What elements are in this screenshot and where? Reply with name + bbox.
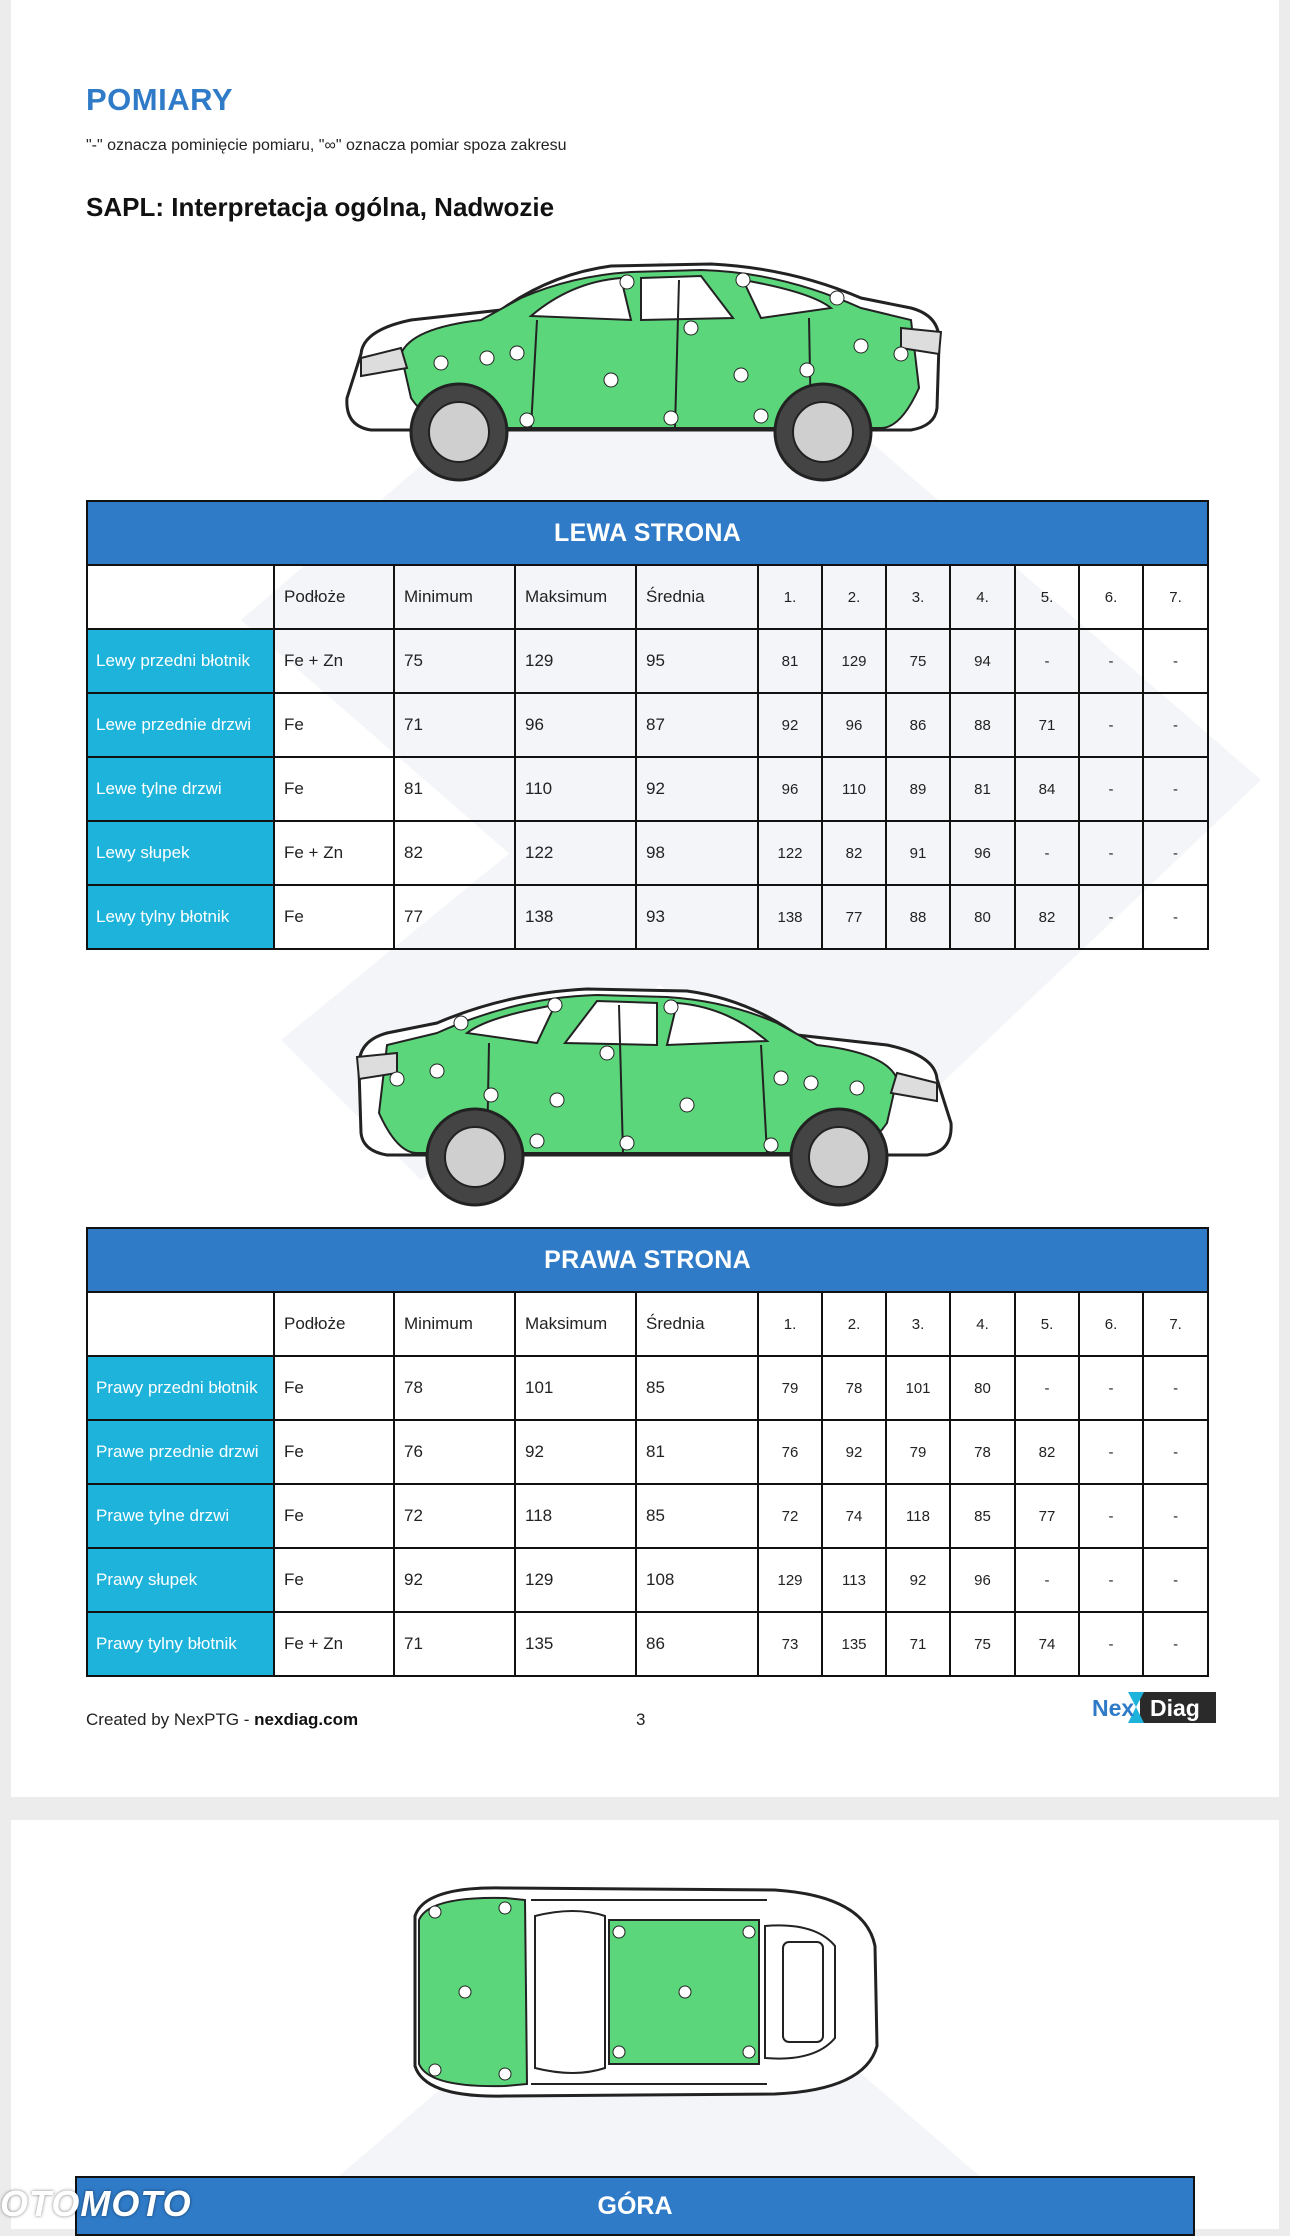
measurement-cell: 74 — [1015, 1612, 1079, 1676]
part-name: Lewy tylny błotnik — [87, 885, 274, 949]
part-name: Prawe tylne drzwi — [87, 1484, 274, 1548]
part-name: Lewe tylne drzwi — [87, 757, 274, 821]
footer-credit — [86, 1710, 358, 1730]
col-header: 3. — [886, 565, 950, 629]
footer-site-link[interactable]: nexdiag.com — [254, 1710, 359, 1729]
measurement-cell: 84 — [1015, 757, 1079, 821]
max-cell: 129 — [515, 629, 636, 693]
min-cell: 77 — [394, 885, 515, 949]
left-side-car-diagram — [341, 258, 957, 486]
table-row — [87, 1548, 1208, 1612]
measurement-cell: 96 — [950, 1548, 1015, 1612]
header-corner — [87, 1292, 274, 1356]
measurement-cell: 129 — [758, 1548, 822, 1612]
measurement-cell: - — [1143, 1548, 1208, 1612]
part-name: Lewy słupek — [87, 821, 274, 885]
max-cell: 129 — [515, 1548, 636, 1612]
left-side-title: LEWA STRONA — [87, 501, 1208, 565]
col-header: Minimum — [394, 1292, 515, 1356]
measurement-cell: 76 — [758, 1420, 822, 1484]
max-cell: 110 — [515, 757, 636, 821]
legend-note: "-" oznacza pominięcie pomiaru, "∞" oznacza pomiar spoza zakresu — [86, 137, 567, 154]
measurement-cell: 86 — [886, 693, 950, 757]
col-header: 2. — [822, 565, 886, 629]
measurement-cell: 77 — [1015, 1484, 1079, 1548]
measurement-cell: 92 — [886, 1548, 950, 1612]
part-name: Prawe przednie drzwi — [87, 1420, 274, 1484]
substrate-cell: Fe — [274, 757, 394, 821]
col-header: 6. — [1079, 565, 1143, 629]
measurement-cell: 78 — [822, 1356, 886, 1420]
measurement-cell: - — [1079, 1612, 1143, 1676]
measurement-cell: - — [1079, 1484, 1143, 1548]
min-cell: 81 — [394, 757, 515, 821]
measurement-cell: 96 — [822, 693, 886, 757]
avg-cell: 86 — [636, 1612, 758, 1676]
substrate-cell: Fe + Zn — [274, 821, 394, 885]
measurement-cell: - — [1143, 1356, 1208, 1420]
part-name: Prawy przedni błotnik — [87, 1356, 274, 1420]
min-cell: 92 — [394, 1548, 515, 1612]
col-header: Średnia — [636, 1292, 758, 1356]
measurement-cell: 122 — [758, 821, 822, 885]
measurement-cell: - — [1079, 821, 1143, 885]
measurement-cell: 71 — [1015, 693, 1079, 757]
max-cell: 118 — [515, 1484, 636, 1548]
min-cell: 82 — [394, 821, 515, 885]
measurement-cell: 118 — [886, 1484, 950, 1548]
measurement-cell: - — [1143, 885, 1208, 949]
substrate-cell: Fe + Zn — [274, 1612, 394, 1676]
right-side-table — [86, 1227, 1209, 1677]
measurement-cell: 80 — [950, 885, 1015, 949]
max-cell: 138 — [515, 885, 636, 949]
col-header: Maksimum — [515, 565, 636, 629]
measurement-cell: - — [1015, 1356, 1079, 1420]
measurement-cell: 92 — [758, 693, 822, 757]
logo-text-nex: Nex — [1092, 1695, 1135, 1721]
measurement-cell: - — [1079, 1420, 1143, 1484]
measurement-cell: - — [1143, 757, 1208, 821]
measurement-cell: - — [1015, 629, 1079, 693]
measurement-cell: - — [1143, 629, 1208, 693]
measurement-cell: 82 — [1015, 885, 1079, 949]
top-view-car-diagram — [395, 1876, 885, 2108]
measurement-cell: - — [1079, 757, 1143, 821]
col-header: Podłoże — [274, 1292, 394, 1356]
measurement-cell: 94 — [950, 629, 1015, 693]
table-row — [87, 693, 1208, 757]
max-cell: 92 — [515, 1420, 636, 1484]
substrate-cell: Fe + Zn — [274, 629, 394, 693]
measurement-cell: 82 — [1015, 1420, 1079, 1484]
measurement-cell: 92 — [822, 1420, 886, 1484]
measurement-cell: - — [1143, 821, 1208, 885]
measurement-cell: 75 — [950, 1612, 1015, 1676]
table-row — [87, 757, 1208, 821]
avg-cell: 81 — [636, 1420, 758, 1484]
col-header: 6. — [1079, 1292, 1143, 1356]
avg-cell: 92 — [636, 757, 758, 821]
max-cell: 96 — [515, 693, 636, 757]
measurement-cell: 88 — [886, 885, 950, 949]
nexdiag-logo — [1092, 1690, 1216, 1725]
measurement-cell: 88 — [950, 693, 1015, 757]
col-header: Średnia — [636, 565, 758, 629]
avg-cell: 87 — [636, 693, 758, 757]
col-header: 4. — [950, 565, 1015, 629]
measurement-cell: - — [1015, 821, 1079, 885]
top-section-title: GÓRA — [75, 2176, 1195, 2236]
avg-cell: 108 — [636, 1548, 758, 1612]
min-cell: 71 — [394, 693, 515, 757]
avg-cell: 95 — [636, 629, 758, 693]
measurement-cell: 74 — [822, 1484, 886, 1548]
part-name: Prawy słupek — [87, 1548, 274, 1612]
table-row — [87, 1612, 1208, 1676]
col-header: 3. — [886, 1292, 950, 1356]
report-page-3 — [11, 0, 1279, 1797]
measurement-cell: - — [1079, 885, 1143, 949]
table-row — [87, 885, 1208, 949]
measurement-cell: - — [1079, 1548, 1143, 1612]
substrate-cell: Fe — [274, 1356, 394, 1420]
measurement-cell: 138 — [758, 885, 822, 949]
measurement-cell: 89 — [886, 757, 950, 821]
measurement-cell: 113 — [822, 1548, 886, 1612]
col-header: 1. — [758, 1292, 822, 1356]
part-name: Lewe przednie drzwi — [87, 693, 274, 757]
part-name: Prawy tylny błotnik — [87, 1612, 274, 1676]
measurement-cell: - — [1143, 1420, 1208, 1484]
min-cell: 72 — [394, 1484, 515, 1548]
min-cell: 78 — [394, 1356, 515, 1420]
measurement-cell: 75 — [886, 629, 950, 693]
section-title: SAPL: Interpretacja ogólna, Nadwozie — [86, 192, 555, 222]
otomoto-watermark: OTOMOTO — [0, 2183, 192, 2224]
header-corner — [87, 565, 274, 629]
page-heading: POMIARY — [86, 82, 234, 117]
table-header-row — [87, 565, 1208, 629]
table-row — [87, 1484, 1208, 1548]
measurement-cell: 77 — [822, 885, 886, 949]
left-side-table — [86, 500, 1209, 950]
col-header: 1. — [758, 565, 822, 629]
substrate-cell: Fe — [274, 885, 394, 949]
measurement-cell: - — [1079, 693, 1143, 757]
measurement-cell: 129 — [822, 629, 886, 693]
col-header: 5. — [1015, 1292, 1079, 1356]
max-cell: 122 — [515, 821, 636, 885]
measurement-cell: 91 — [886, 821, 950, 885]
table-row — [87, 629, 1208, 693]
part-name: Lewy przedni błotnik — [87, 629, 274, 693]
logo-text-diag: Diag — [1150, 1695, 1200, 1721]
max-cell: 101 — [515, 1356, 636, 1420]
measurement-cell: - — [1143, 1612, 1208, 1676]
table-row — [87, 1356, 1208, 1420]
measurement-cell: - — [1079, 1356, 1143, 1420]
measurement-cell: 78 — [950, 1420, 1015, 1484]
avg-cell: 85 — [636, 1484, 758, 1548]
measurement-cell: 82 — [822, 821, 886, 885]
substrate-cell: Fe — [274, 1548, 394, 1612]
right-side-car-diagram — [341, 983, 957, 1211]
substrate-cell: Fe — [274, 1484, 394, 1548]
measurement-cell: - — [1015, 1548, 1079, 1612]
measurement-cell: 110 — [822, 757, 886, 821]
measurement-cell: - — [1079, 629, 1143, 693]
col-header: 2. — [822, 1292, 886, 1356]
page-number: 3 — [636, 1710, 646, 1729]
measurement-cell: 72 — [758, 1484, 822, 1548]
measurement-cell: 96 — [758, 757, 822, 821]
measurement-cell: 81 — [950, 757, 1015, 821]
col-header: 7. — [1143, 565, 1208, 629]
measurement-cell: 85 — [950, 1484, 1015, 1548]
table-header-row — [87, 1292, 1208, 1356]
avg-cell: 93 — [636, 885, 758, 949]
min-cell: 71 — [394, 1612, 515, 1676]
measurement-cell: 101 — [886, 1356, 950, 1420]
min-cell: 76 — [394, 1420, 515, 1484]
footer-created-prefix: Created by NexPTG - — [86, 1710, 255, 1729]
measurement-cell: 135 — [822, 1612, 886, 1676]
substrate-cell: Fe — [274, 1420, 394, 1484]
table-row — [87, 821, 1208, 885]
measurement-cell: 73 — [758, 1612, 822, 1676]
measurement-cell: 71 — [886, 1612, 950, 1676]
col-header: Maksimum — [515, 1292, 636, 1356]
max-cell: 135 — [515, 1612, 636, 1676]
measurement-cell: - — [1143, 693, 1208, 757]
avg-cell: 85 — [636, 1356, 758, 1420]
col-header: Minimum — [394, 565, 515, 629]
avg-cell: 98 — [636, 821, 758, 885]
measurement-cell: - — [1143, 1484, 1208, 1548]
col-header: Podłoże — [274, 565, 394, 629]
right-side-title: PRAWA STRONA — [87, 1228, 1208, 1292]
col-header: 4. — [950, 1292, 1015, 1356]
measurement-cell: 81 — [758, 629, 822, 693]
measurement-cell: 79 — [886, 1420, 950, 1484]
measurement-cell: 80 — [950, 1356, 1015, 1420]
min-cell: 75 — [394, 629, 515, 693]
col-header: 5. — [1015, 565, 1079, 629]
measurement-cell: 79 — [758, 1356, 822, 1420]
measurement-cell: 96 — [950, 821, 1015, 885]
table-row — [87, 1420, 1208, 1484]
substrate-cell: Fe — [274, 693, 394, 757]
col-header: 7. — [1143, 1292, 1208, 1356]
